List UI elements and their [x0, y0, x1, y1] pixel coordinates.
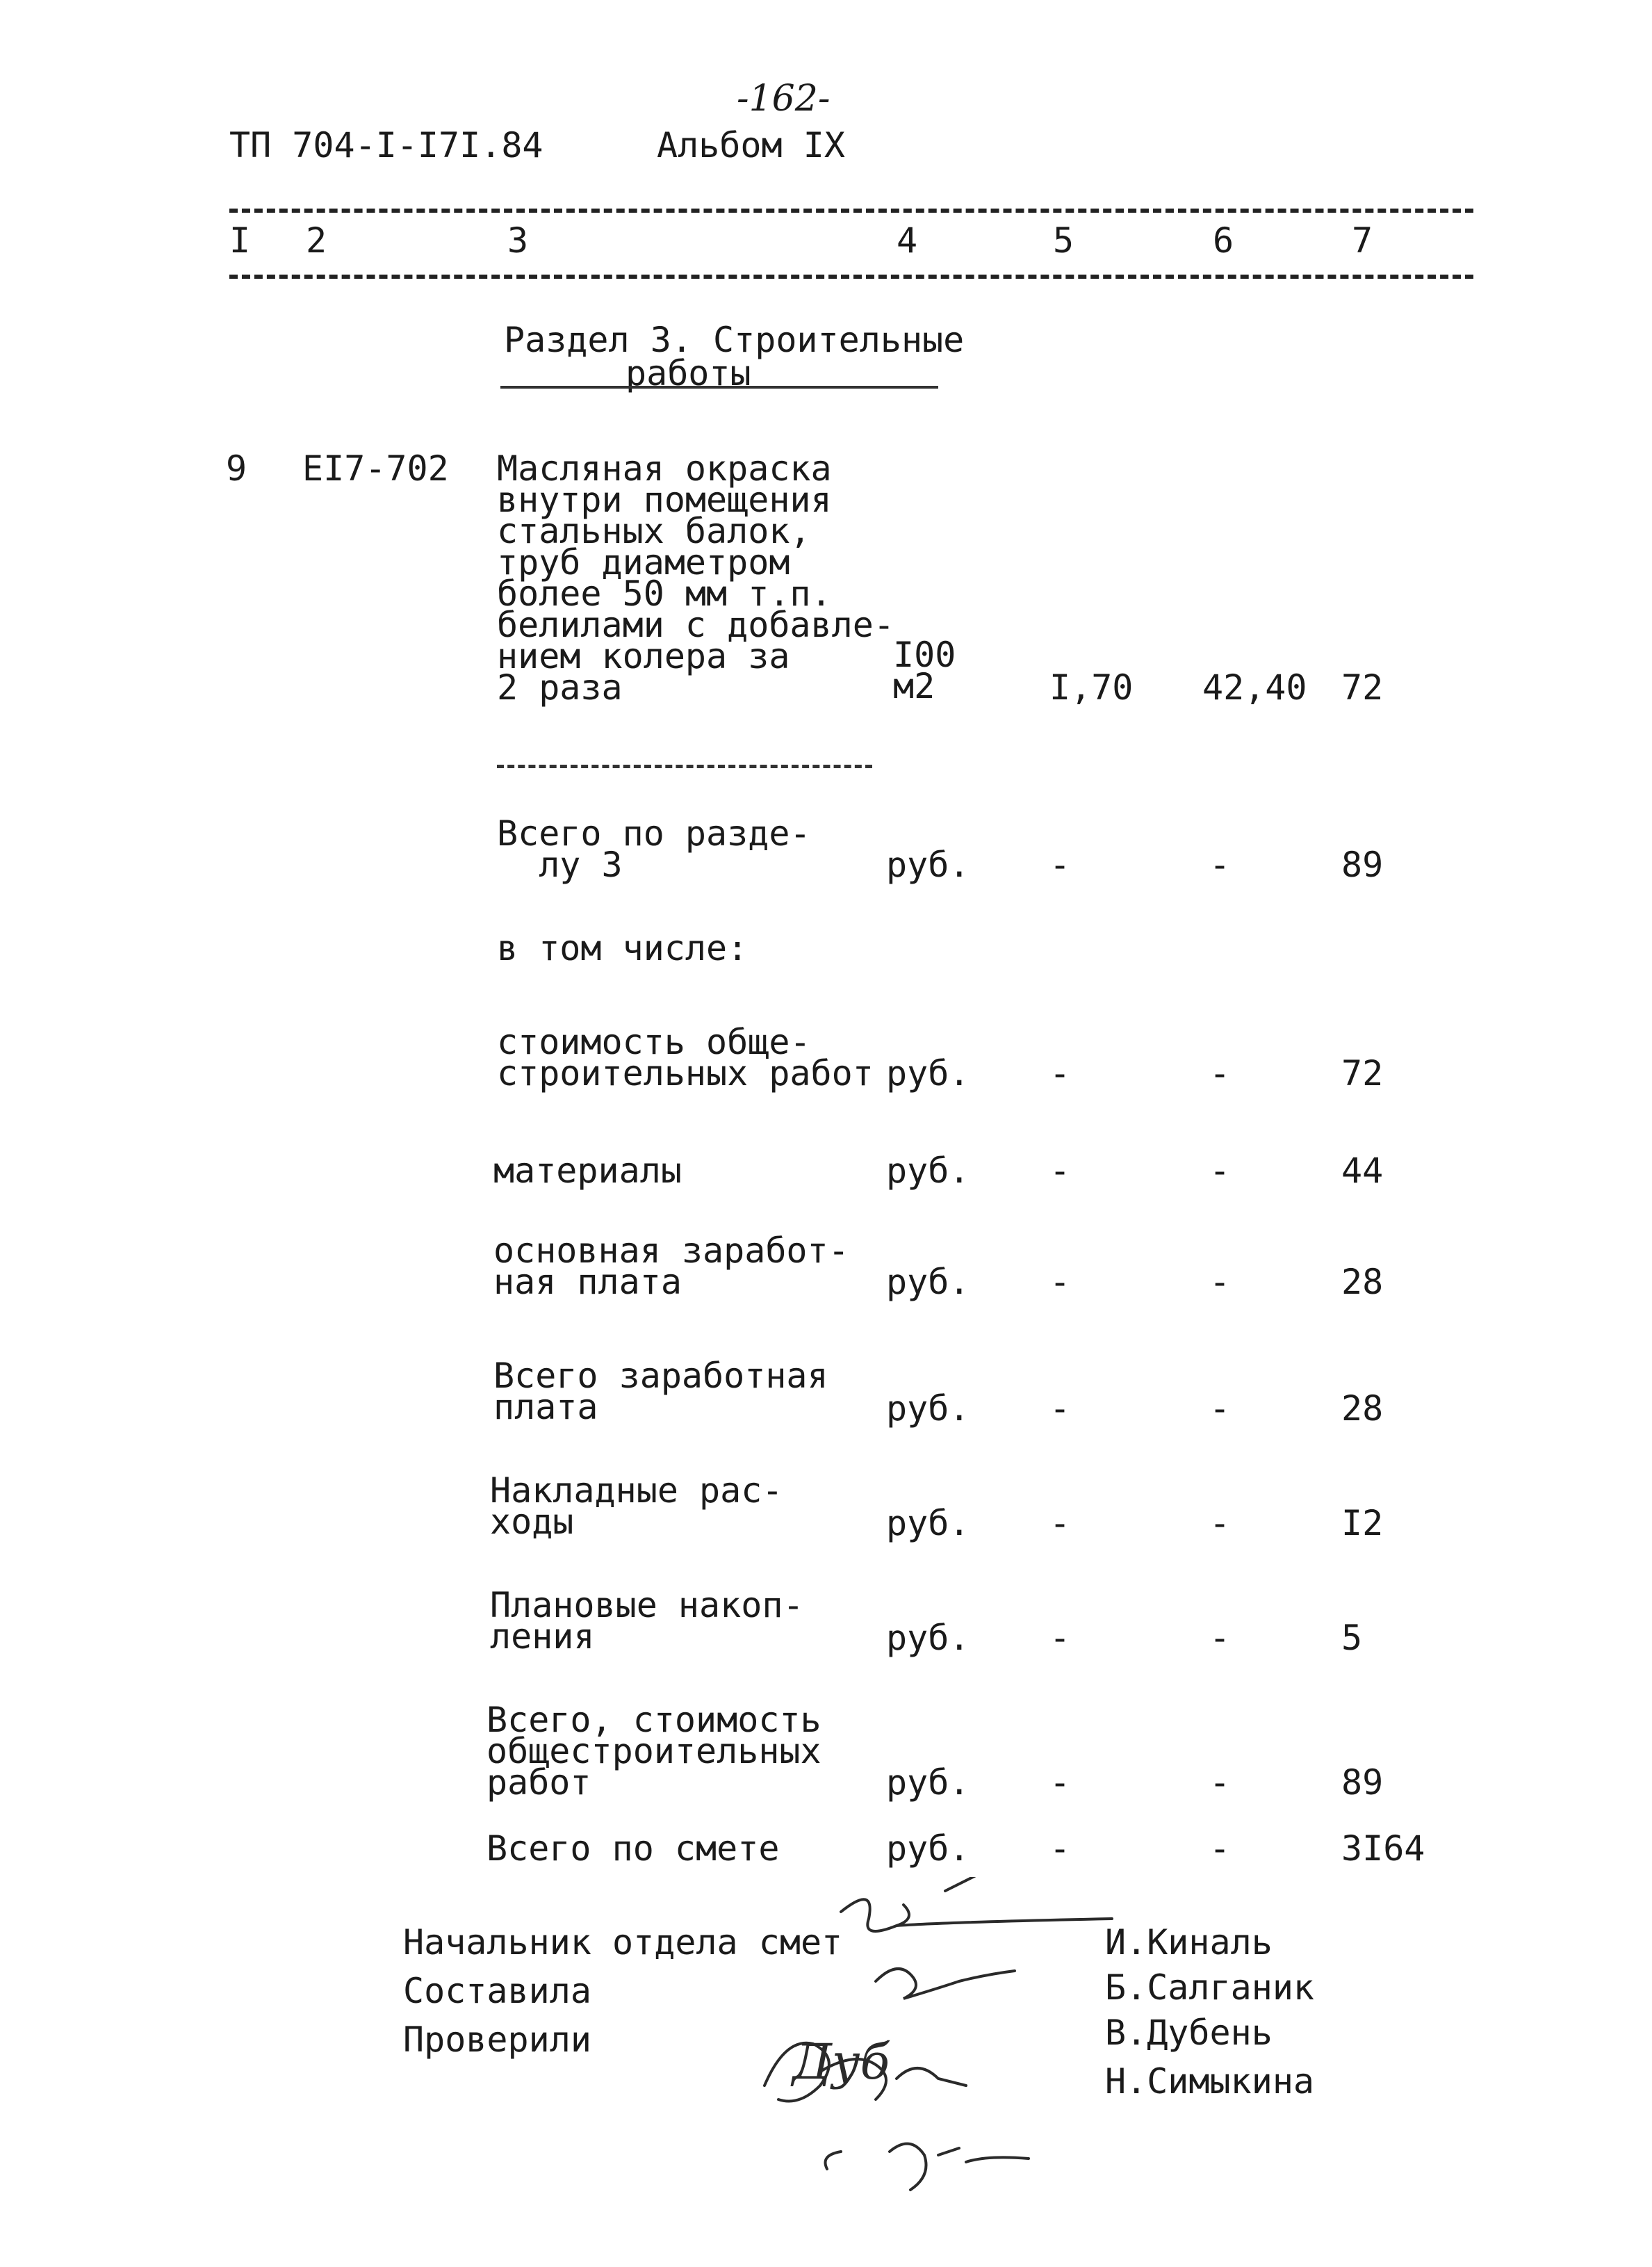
section-title-line1: Раздел 3. Строительные	[504, 320, 965, 360]
handwritten-signatures	[737, 1877, 1126, 2211]
row-col5: -	[1049, 1151, 1071, 1191]
document-code: ТП 704-I-I7I.84	[229, 125, 543, 165]
row-desc: в том числе:	[497, 928, 749, 968]
row-desc: ления	[490, 1616, 595, 1657]
row-desc: Всего по смете	[486, 1828, 780, 1869]
row-col5: -	[1049, 845, 1071, 885]
row-unit: руб.	[886, 1053, 970, 1094]
row-desc: работ	[486, 1762, 591, 1803]
main-row-unit-line2: м2	[893, 666, 935, 706]
row-col6: -	[1209, 1262, 1231, 1302]
main-row-quantity: I,70	[1049, 667, 1134, 708]
main-row-desc-1: Масляная окраска	[497, 448, 832, 489]
row-desc: Всего, стоимость	[486, 1700, 821, 1740]
main-row-desc-3: стальных балок,	[497, 511, 811, 551]
section-title-underline	[500, 386, 938, 389]
signature-role-compiled: Составила	[403, 1971, 591, 2011]
row-desc: Всего по разде-	[497, 813, 811, 854]
row-desc: материалы	[493, 1151, 682, 1191]
row-unit: руб.	[886, 1618, 970, 1658]
album-label: Альбом IX	[657, 125, 845, 165]
row-desc: лу 3	[497, 845, 623, 885]
column-number-1: I	[229, 220, 251, 261]
header-rule-top	[229, 209, 1473, 213]
page-number: -162-	[737, 78, 831, 120]
row-col5: -	[1049, 1388, 1071, 1429]
main-row-desc-5: более 50 мм т.п.	[497, 574, 832, 614]
row-unit: руб.	[886, 1503, 970, 1543]
row-total: 28	[1341, 1262, 1384, 1302]
row-col6: -	[1209, 1762, 1231, 1803]
signature-note-text: Дуб	[792, 2033, 890, 2090]
row-unit: руб.	[886, 1388, 970, 1429]
subtotal-separator	[497, 765, 872, 768]
signature-name-2: Б.Салганик	[1105, 1967, 1315, 2008]
row-unit: руб.	[886, 1262, 970, 1302]
row-col5: -	[1049, 1053, 1071, 1094]
column-number-6: 6	[1213, 220, 1234, 261]
row-desc: Плановые накоп-	[490, 1585, 804, 1625]
signature-stroke-1	[841, 1877, 1112, 1931]
row-desc: ная плата	[493, 1262, 682, 1302]
signature-role-head: Начальник отдела смет	[403, 1922, 843, 1963]
row-total: 89	[1341, 845, 1384, 885]
row-col6: -	[1209, 1828, 1231, 1869]
column-number-5: 5	[1053, 220, 1074, 261]
signature-role-checked: Проверили	[403, 2020, 591, 2060]
column-number-3: 3	[507, 220, 529, 261]
row-col5: -	[1049, 1618, 1071, 1658]
main-row-desc-8: 2 раза	[497, 667, 623, 708]
signature-name-3: В.Дубень	[1105, 2013, 1273, 2053]
row-desc: плата	[493, 1387, 598, 1427]
row-desc: ходы	[490, 1502, 574, 1542]
main-row-code: ЕI7-702	[302, 448, 449, 489]
row-desc: Всего заработная	[493, 1356, 828, 1396]
signature-name-1: И.Киналь	[1105, 1922, 1273, 1963]
row-total: 28	[1341, 1388, 1384, 1429]
header-rule-bottom	[229, 275, 1473, 279]
row-col5: -	[1049, 1503, 1071, 1543]
main-row-total: 72	[1341, 667, 1384, 708]
column-number-2: 2	[306, 220, 327, 261]
row-unit: руб.	[886, 1762, 970, 1803]
main-row-desc-7: нием колера за	[497, 636, 790, 676]
row-col5: -	[1049, 1262, 1071, 1302]
signature-stroke-4	[826, 2144, 1029, 2190]
column-number-4: 4	[897, 220, 918, 261]
row-desc: строительных работ	[497, 1053, 874, 1094]
row-total: 72	[1341, 1053, 1384, 1094]
column-number-7: 7	[1352, 220, 1373, 261]
row-col6: -	[1209, 1388, 1231, 1429]
row-total: 89	[1341, 1762, 1384, 1803]
signature-stroke-2	[876, 1969, 1015, 1999]
row-col6: -	[1209, 1053, 1231, 1094]
row-desc: Накладные рас-	[490, 1470, 783, 1511]
row-col6: -	[1209, 1151, 1231, 1191]
row-total: I2	[1341, 1503, 1384, 1543]
section-title-line2: работы	[625, 353, 751, 393]
row-unit: руб.	[886, 1828, 970, 1869]
main-row-price: 42,40	[1202, 667, 1307, 708]
row-desc: основная заработ-	[493, 1230, 849, 1271]
main-row-desc-6: белилами с добавле-	[497, 605, 894, 645]
row-unit: руб.	[886, 845, 970, 885]
row-col5: -	[1049, 1762, 1071, 1803]
row-col6: -	[1209, 1618, 1231, 1658]
main-row-desc-4: труб диаметром	[497, 542, 790, 583]
main-row-number: 9	[226, 448, 247, 489]
row-desc: общестроительных	[486, 1731, 821, 1771]
row-col5: -	[1049, 1828, 1071, 1869]
row-col6: -	[1209, 1503, 1231, 1543]
row-unit: руб.	[886, 1151, 970, 1191]
row-col6: -	[1209, 845, 1231, 885]
main-row-desc-2: внутри помещения	[497, 480, 832, 520]
row-total: 5	[1341, 1618, 1363, 1658]
main-row-unit-line1: I00	[893, 635, 956, 675]
row-desc: стоимость обще-	[497, 1022, 811, 1062]
row-total: 44	[1341, 1151, 1384, 1191]
signature-name-4: Н.Симыкина	[1105, 2061, 1315, 2102]
row-total: 3I64	[1341, 1828, 1425, 1869]
